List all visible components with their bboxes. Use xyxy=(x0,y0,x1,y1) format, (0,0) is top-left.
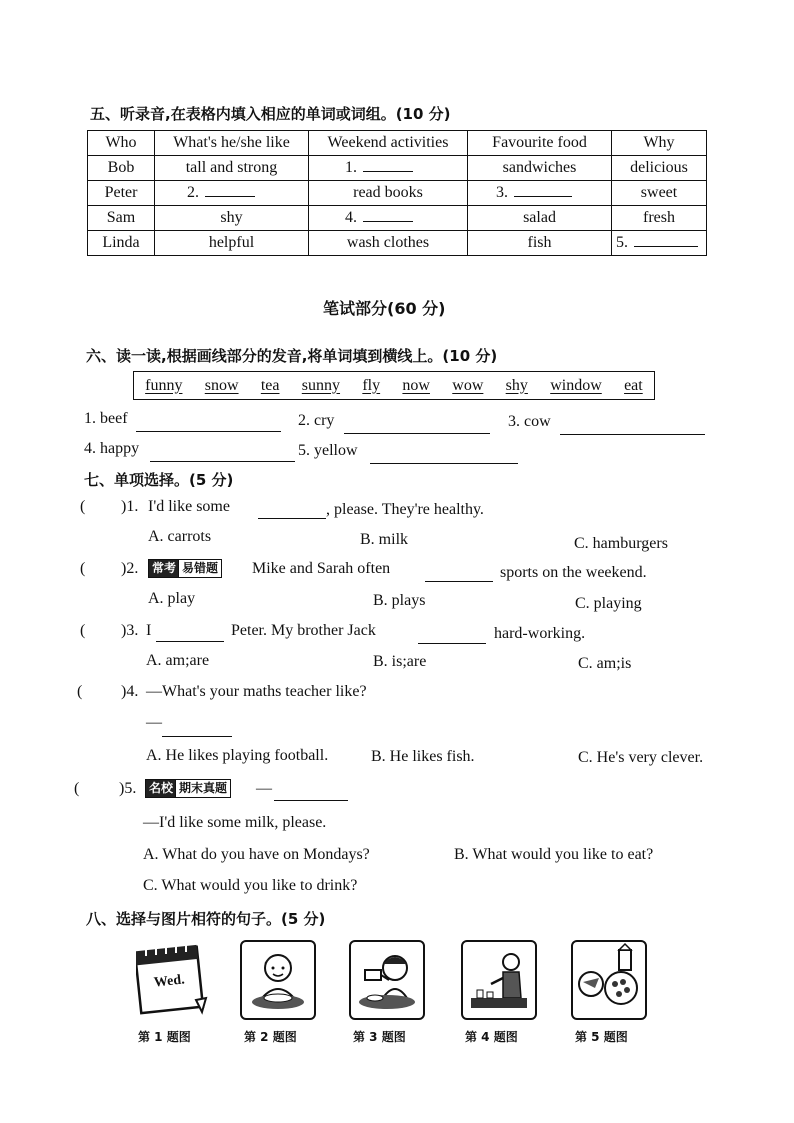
phonics-blank-5[interactable] xyxy=(370,462,518,464)
question-number: )3. xyxy=(121,622,139,639)
question-stem: I xyxy=(146,622,152,639)
section5-title: 五、听录音,在表格内填入相应的单词或词组。(10 分) xyxy=(90,105,451,123)
question-number: )4. xyxy=(121,683,139,700)
header-food: Favourite food xyxy=(468,131,612,156)
picture-4 xyxy=(461,940,537,1020)
picture-2 xyxy=(240,940,316,1020)
tag-group xyxy=(148,559,222,578)
answer-blank-5[interactable]: 5. xyxy=(612,231,707,256)
option-c: C. He's very clever. xyxy=(578,749,704,766)
question-number: )5. xyxy=(119,780,137,797)
table-header-row xyxy=(88,131,707,156)
word-bank-item: sunny xyxy=(301,376,341,394)
phonics-blank-4[interactable] xyxy=(150,460,295,462)
question-stem: , please. They're healthy. xyxy=(326,501,484,518)
word-bank-item: tea xyxy=(260,376,280,394)
option-a: A. am;are xyxy=(146,652,210,669)
word-bank-item: eat xyxy=(624,376,643,394)
table-cell: Bob xyxy=(88,156,155,181)
table-cell: fresh xyxy=(612,206,707,231)
picture-3 xyxy=(349,940,425,1020)
option-b: B. What would you like to eat? xyxy=(454,846,654,863)
table-cell: Linda xyxy=(88,231,155,256)
tag-group xyxy=(145,779,231,798)
question-stem: —What's your maths teacher like? xyxy=(146,683,367,700)
header-why: Why xyxy=(612,131,707,156)
phonics-item-1: 1. beef xyxy=(84,410,128,427)
option-c: C. What would you like to drink? xyxy=(143,877,358,894)
word-bank-item: window xyxy=(550,376,602,394)
answer-bracket-1[interactable]: ( xyxy=(80,498,86,515)
answer-bracket-5[interactable]: ( xyxy=(74,780,80,797)
table-cell: salad xyxy=(468,206,612,231)
table-cell: Sam xyxy=(88,206,155,231)
word-bank-item: snow xyxy=(204,376,239,394)
header-like: What's he/she like xyxy=(155,131,309,156)
word-bank-item: funny xyxy=(145,376,183,394)
section6-title: 六、读一读,根据画线部分的发音,将单词填到横线上。(10 分) xyxy=(86,347,498,365)
word-bank-item: now xyxy=(402,376,430,394)
option-b: B. is;are xyxy=(373,653,427,670)
answer-blank-2[interactable]: 2. xyxy=(155,181,309,206)
question-stem: Mike and Sarah often xyxy=(252,560,391,577)
written-part-title: 笔试部分(60 分) xyxy=(323,299,446,318)
question-blank[interactable] xyxy=(162,735,232,737)
question-stem: — xyxy=(256,780,272,797)
calendar-picture xyxy=(136,940,210,1020)
table-row xyxy=(88,156,707,181)
option-c: C. hamburgers xyxy=(574,535,668,552)
reply-line: —I'd like some milk, please. xyxy=(143,814,327,831)
question-blank[interactable] xyxy=(274,799,348,801)
answer-bracket-4[interactable]: ( xyxy=(77,683,83,700)
question-stem: sports on the weekend. xyxy=(500,564,647,581)
answer-bracket-2[interactable]: ( xyxy=(80,560,86,577)
phonics-blank-2[interactable] xyxy=(344,432,490,434)
answer-dash: — xyxy=(146,714,162,731)
answer-bracket-3[interactable]: ( xyxy=(80,622,86,639)
tag-final-exam: 期末真题 xyxy=(175,779,231,798)
answer-blank-4[interactable]: 4. xyxy=(309,206,468,231)
phonics-item-3: 3. cow xyxy=(508,413,551,430)
picture-caption-2: 第 2 题图 xyxy=(244,1030,297,1044)
answer-blank-1[interactable]: 1. xyxy=(309,156,468,181)
word-bank-item: shy xyxy=(505,376,528,394)
question-blank[interactable] xyxy=(425,580,493,582)
table-cell: sandwiches xyxy=(468,156,612,181)
picture-5 xyxy=(571,940,647,1020)
phonics-item-5: 5. yellow xyxy=(298,442,358,459)
option-a: A. He likes playing football. xyxy=(146,747,329,764)
table-cell: sweet xyxy=(612,181,707,206)
picture-caption-3: 第 3 题图 xyxy=(353,1030,406,1044)
word-bank xyxy=(133,371,655,400)
option-a: A. carrots xyxy=(148,528,212,545)
boy-cooking-icon xyxy=(351,942,423,1018)
table-cell: fish xyxy=(468,231,612,256)
option-a: A. What do you have on Mondays? xyxy=(143,846,370,863)
phonics-item-2: 2. cry xyxy=(298,412,335,429)
tag-famous-school: 名校 xyxy=(145,779,177,798)
table-cell: Peter xyxy=(88,181,155,206)
question-stem: Peter. My brother Jack xyxy=(231,622,376,639)
question-number: )1. xyxy=(121,498,139,515)
header-who: Who xyxy=(88,131,155,156)
man-at-table-icon xyxy=(463,942,535,1018)
option-b: B. plays xyxy=(373,592,426,609)
word-bank-item: wow xyxy=(452,376,484,394)
phonics-blank-1[interactable] xyxy=(136,430,281,432)
picture-caption-5: 第 5 题图 xyxy=(575,1030,628,1044)
question-blank[interactable] xyxy=(258,517,326,519)
table-row xyxy=(88,231,707,256)
calendar-day: Wed. xyxy=(153,972,186,991)
table-cell: delicious xyxy=(612,156,707,181)
table-cell: shy xyxy=(155,206,309,231)
question-blank[interactable] xyxy=(156,640,224,642)
girl-eating-icon xyxy=(242,942,314,1018)
option-c: C. playing xyxy=(575,595,642,612)
food-plates-icon xyxy=(573,942,645,1018)
section7-title: 七、单项选择。(5 分) xyxy=(84,471,234,489)
tag-error-prone: 易错题 xyxy=(178,559,222,578)
table-row xyxy=(88,206,707,231)
question-number: )2. xyxy=(121,560,139,577)
header-weekend: Weekend activities xyxy=(309,131,468,156)
option-b: B. He likes fish. xyxy=(371,748,475,765)
picture-caption-4: 第 4 题图 xyxy=(465,1030,518,1044)
word-bank-item: fly xyxy=(362,376,381,394)
section8-title: 八、选择与图片相符的句子。(5 分) xyxy=(86,910,326,928)
table-cell: tall and strong xyxy=(155,156,309,181)
listening-table xyxy=(87,130,707,256)
tag-frequent: 常考 xyxy=(148,559,180,578)
option-c: C. am;is xyxy=(578,655,632,672)
picture-caption-1: 第 1 题图 xyxy=(138,1030,191,1044)
answer-blank-3[interactable]: 3. xyxy=(468,181,612,206)
table-cell: read books xyxy=(309,181,468,206)
option-a: A. play xyxy=(148,590,196,607)
table-cell: helpful xyxy=(155,231,309,256)
table-cell: wash clothes xyxy=(309,231,468,256)
question-stem: hard-working. xyxy=(494,625,586,642)
table-row xyxy=(88,181,707,206)
option-b: B. milk xyxy=(360,531,409,548)
question-stem: I'd like some xyxy=(148,498,230,515)
question-blank[interactable] xyxy=(418,642,486,644)
phonics-item-4: 4. happy xyxy=(84,440,140,457)
phonics-blank-3[interactable] xyxy=(560,433,705,435)
